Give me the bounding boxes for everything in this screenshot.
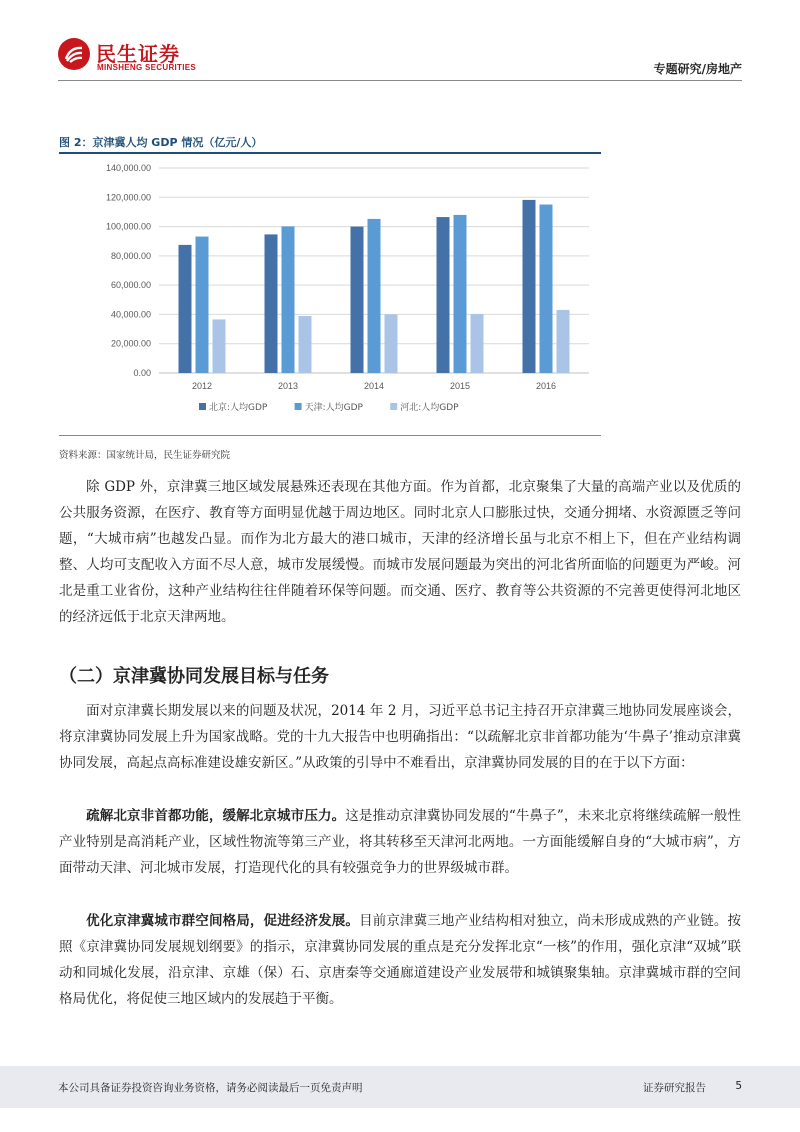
y-tick-label: 0.00 [133, 368, 151, 378]
paragraph-text: 目前京津冀三地产业结构相对独立，尚未形成成熟的产业链。按照《京津冀协同发展规划纲要》的指示，京津冀协同发展的重点是充分发挥北京“一核”的作用，强化京津“双城”联动和同城化发展，沿京津、京雄（保）石、京唐秦等交通廊道建设产业发展带和城镇聚集轴。京津冀城市群的空间格局优化，将促使三地区域内的发展趋于平衡。 [59, 913, 741, 1007]
paragraph-gdp-disparity [59, 474, 741, 630]
logo-name-cn: 民生证券 [96, 42, 180, 66]
y-tick-label: 60,000.00 [110, 280, 151, 291]
x-tick-label: 2013 [277, 381, 299, 391]
legend-label: 北京:人均GDP [209, 403, 268, 413]
footer-report-type: 证券研究报告 [643, 1082, 706, 1094]
paragraph-optimize-layout [59, 908, 741, 1012]
x-tick-label: 2012 [191, 381, 213, 391]
bar [368, 219, 381, 373]
figure-source: 资料来源：国家统计局，民生证券研究院 [59, 450, 231, 461]
bar [471, 314, 484, 373]
page-number: 5 [735, 1080, 742, 1092]
bar [213, 319, 226, 373]
bar [299, 316, 312, 373]
y-tick-label: 40,000.00 [110, 309, 151, 320]
bar [265, 234, 278, 373]
bar [351, 227, 364, 373]
page-header [0, 0, 800, 80]
paragraph-relieve-beijing [59, 803, 741, 881]
paragraph-text: 这是推动京津冀协同发展的“牛鼻子”，未来北京将继续疏解一般性产业特别是高消耗产业，区域性物流等第三产业，将其转移至天津河北两地。一方面能缓解自身的“大城市病”，方面带动天津、河北城市发展，打造现代化的具有较强竞争力的世界级城市群。 [59, 808, 741, 876]
paragraph-strategy [59, 698, 741, 776]
paragraph-lead-bold: 优化京津冀城市群空间格局，促进经济发展。 [86, 913, 360, 929]
header-divider [58, 80, 742, 81]
y-tick-label: 20,000.00 [110, 338, 151, 349]
bar [179, 245, 192, 373]
figure-top-rule [59, 152, 601, 154]
bar [196, 237, 209, 373]
report-section: 专题研究/房地产 [653, 62, 742, 76]
bar [385, 314, 398, 373]
paragraph-lead-bold: 疏解北京非首都功能，缓解北京城市压力。 [86, 808, 346, 824]
footer-disclaimer: 本公司具备证券投资咨询业务资格，请务必阅读最后一页免责声明 [58, 1082, 363, 1094]
logo-swirl-icon [64, 45, 84, 63]
bar [454, 215, 467, 373]
y-tick-label: 100,000.00 [105, 221, 151, 232]
x-tick-label: 2015 [449, 381, 471, 391]
legend-label: 天津:人均GDP [304, 403, 363, 413]
section-heading: （二）京津冀协同发展目标与任务 [59, 666, 329, 687]
page-footer [0, 1066, 800, 1108]
legend-swatch [199, 403, 206, 410]
legend-swatch [295, 403, 302, 410]
gdp-per-capita-bar-chart [59, 156, 601, 432]
legend-swatch [390, 403, 397, 410]
bar [282, 226, 295, 373]
logo-name-en: MINSHENG SECURITIES [97, 63, 197, 72]
y-tick-label: 120,000.00 [105, 192, 151, 203]
y-tick-label: 80,000.00 [110, 250, 151, 261]
bar [523, 200, 536, 373]
paragraph-text: 面对京津冀长期发展以来的问题及状况，2014 年 2 月，习近平总书记主持召开京津冀三地协同发展座谈会，将京津冀协同发展上升为国家战略。党的十九大报告中也明确指出：“以疏解北京非首都功能为‘牛鼻子’推动京津冀协同发展，高起点高标准建设雄安新区。”从政策的引导中不难看出，京津冀协同发展的目的在于以下方面： [59, 703, 741, 771]
x-tick-label: 2014 [363, 381, 385, 391]
bar [437, 217, 450, 373]
legend-label: 河北:人均GDP [400, 403, 459, 413]
minsheng-logo-icon [58, 38, 90, 70]
bar [557, 310, 570, 373]
y-tick-label: 140,000.00 [105, 163, 151, 173]
figure-bottom-rule [59, 435, 601, 436]
x-tick-label: 2016 [535, 381, 557, 391]
bar [540, 205, 553, 373]
figure-title: 图 2：京津冀人均 GDP 情况（亿元/人） [59, 136, 263, 149]
paragraph-text: 除 GDP 外，京津冀三地区域发展悬殊还表现在其他方面。作为首都，北京聚集了大量的高端产业以及优质的公共服务资源，在医疗、教育等方面明显优越于周边地区。同时北京人口膨胀过快，交通分拥堵、水资源匮乏等问题，“大城市病”也越发凸显。而作为北方最大的港口城市，天津的经济增长虽与北京不相上下，但在产业结构调整、人均可支配收入方面不尽人意，城市发展缓慢。而城市发展问题最为突出的河北省所面临的问题更为严峻。河北是重工业省份，这种产业结构往往伴随着环保等问题。而交通、医疗、教育等公共资源的不完善更使得河北地区的经济远低于北京天津两地。 [59, 479, 741, 625]
